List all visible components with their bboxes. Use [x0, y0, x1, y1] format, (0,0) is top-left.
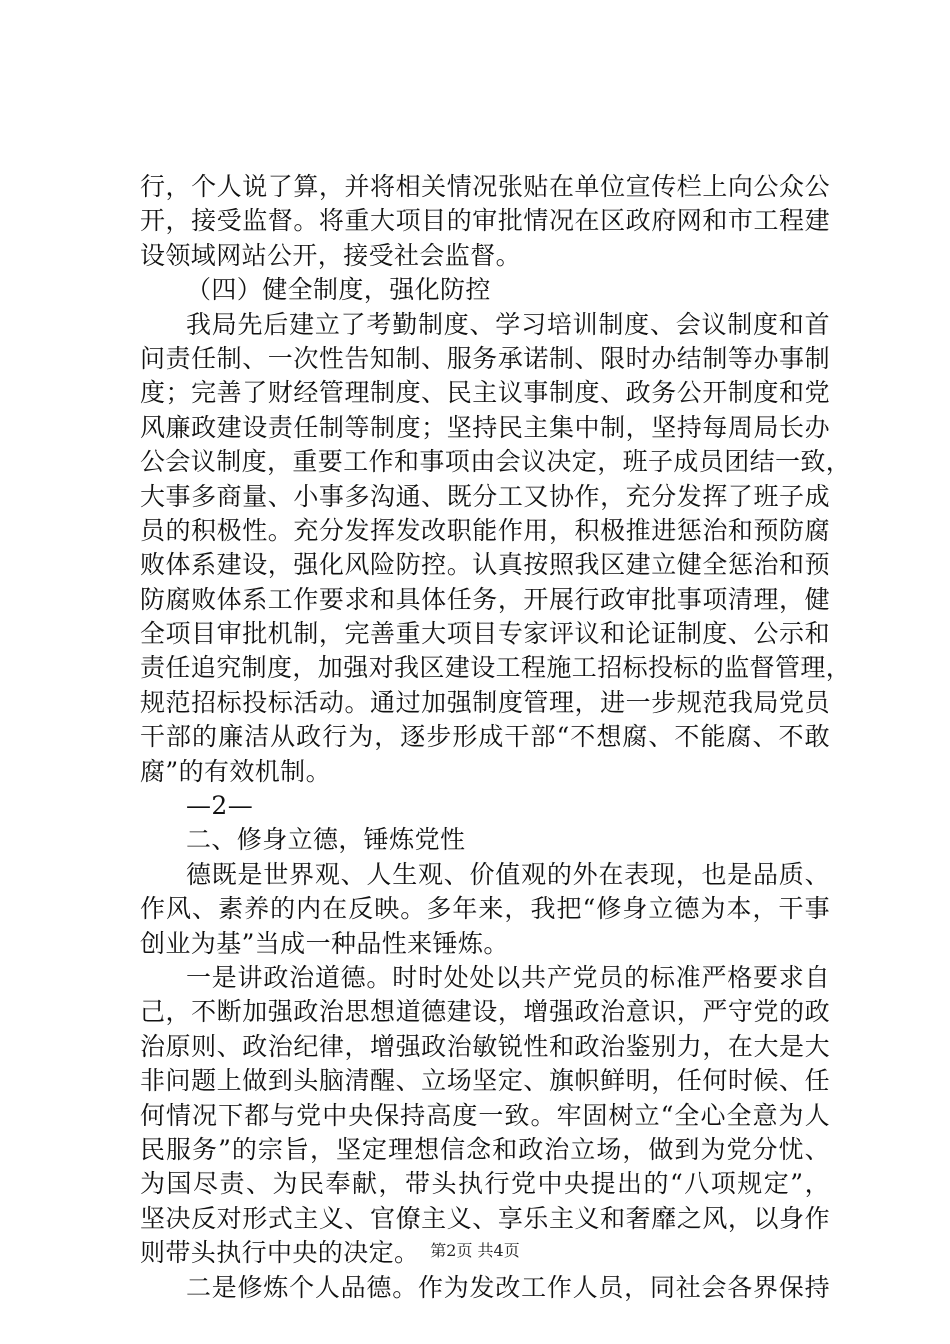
- text-line: —2—: [186, 791, 254, 821]
- text-line: 坚决反对形式主义、官僚主义、享乐主义和奢靡之风，以身作: [140, 1203, 830, 1233]
- text-line: 度；完善了财经管理制度、民主议事制度、政务公开制度和党: [140, 378, 830, 408]
- text-line: 创业为基”当成一种品性来锤炼。: [140, 928, 509, 958]
- page-footer: 第2页 共4页: [430, 1241, 520, 1260]
- text-line: 全项目审批机制，完善重大项目专家评议和论证制度、公示和: [140, 619, 830, 649]
- text-line: 德既是世界观、人生观、价值观的外在表现，也是品质、: [186, 859, 830, 889]
- text-line: （四）健全制度，强化防控: [186, 275, 491, 305]
- text-line: 二、修身立德，锤炼党性: [186, 825, 466, 855]
- text-line: 腐”的有效机制。: [140, 756, 331, 786]
- text-line: 己，不断加强政治思想道德建设，增强政治意识，严守党的政: [140, 997, 830, 1027]
- text-line: 责任追究制度，加强对我区建设工程施工招标投标的监督管理，: [140, 653, 852, 683]
- text-line: 开，接受监督。将重大项目的审批情况在区政府网和市工程建: [140, 206, 830, 236]
- text-line: 规范招标投标活动。通过加强制度管理，进一步规范我局党员: [140, 687, 830, 717]
- text-line: 问责任制、一次性告知制、服务承诺制、限时办结制等办事制: [140, 343, 830, 373]
- text-line: 为国尽责、为民奉献，带头执行党中央提出的“八项规定”，: [140, 1169, 830, 1199]
- text-line: 二是修炼个人品德。作为发改工作人员，同社会各界保持: [186, 1272, 830, 1302]
- text-line: 员的积极性。充分发挥发改职能作用，积极推进惩治和预防腐: [140, 515, 830, 545]
- document-body: [140, 170, 852, 1305]
- text-line: 行，个人说了算，并将相关情况张贴在单位宣传栏上向公众公: [140, 172, 830, 201]
- text-line: 防腐败体系工作要求和具体任务，开展行政审批事项清理，健: [140, 584, 830, 614]
- text-line: 我局先后建立了考勤制度、学习培训制度、会议制度和首: [186, 309, 830, 339]
- text-line: 作风、素养的内在反映。多年来，我把“修身立德为本，干事: [140, 894, 830, 924]
- text-line: 民服务”的宗旨，坚定理想信念和政治立场，做到为党分忧、: [140, 1134, 830, 1164]
- text-line: 非问题上做到头脑清醒、立场坚定、旗帜鲜明，任何时候、任: [140, 1066, 830, 1096]
- text-line: 风廉政建设责任制等制度；坚持民主集中制，坚持每周局长办: [140, 412, 830, 442]
- text-line: 败体系建设，强化风险防控。认真按照我区建立健全惩治和预: [140, 550, 830, 580]
- text-line: 大事多商量、小事多沟通、既分工又协作，充分发挥了班子成: [140, 481, 830, 511]
- text-line: 一是讲政治道德。时时处处以共产党员的标准严格要求自: [186, 962, 830, 992]
- text-line: 则带头执行中央的决定。: [140, 1238, 420, 1268]
- text-line: 设领域网站公开，接受社会监督。: [140, 240, 522, 270]
- text-line: 干部的廉洁从政行为，逐步形成干部“不想腐、不能腐、不敢: [140, 722, 830, 752]
- text-line: 治原则、政治纪律，增强政治敏锐性和政治鉴别力，在大是大: [140, 1031, 830, 1061]
- text-line: 何情况下都与党中央保持高度一致。牢固树立“全心全意为人: [140, 1100, 830, 1130]
- text-line: 公会议制度，重要工作和事项由会议决定，班子成员团结一致，: [140, 447, 852, 477]
